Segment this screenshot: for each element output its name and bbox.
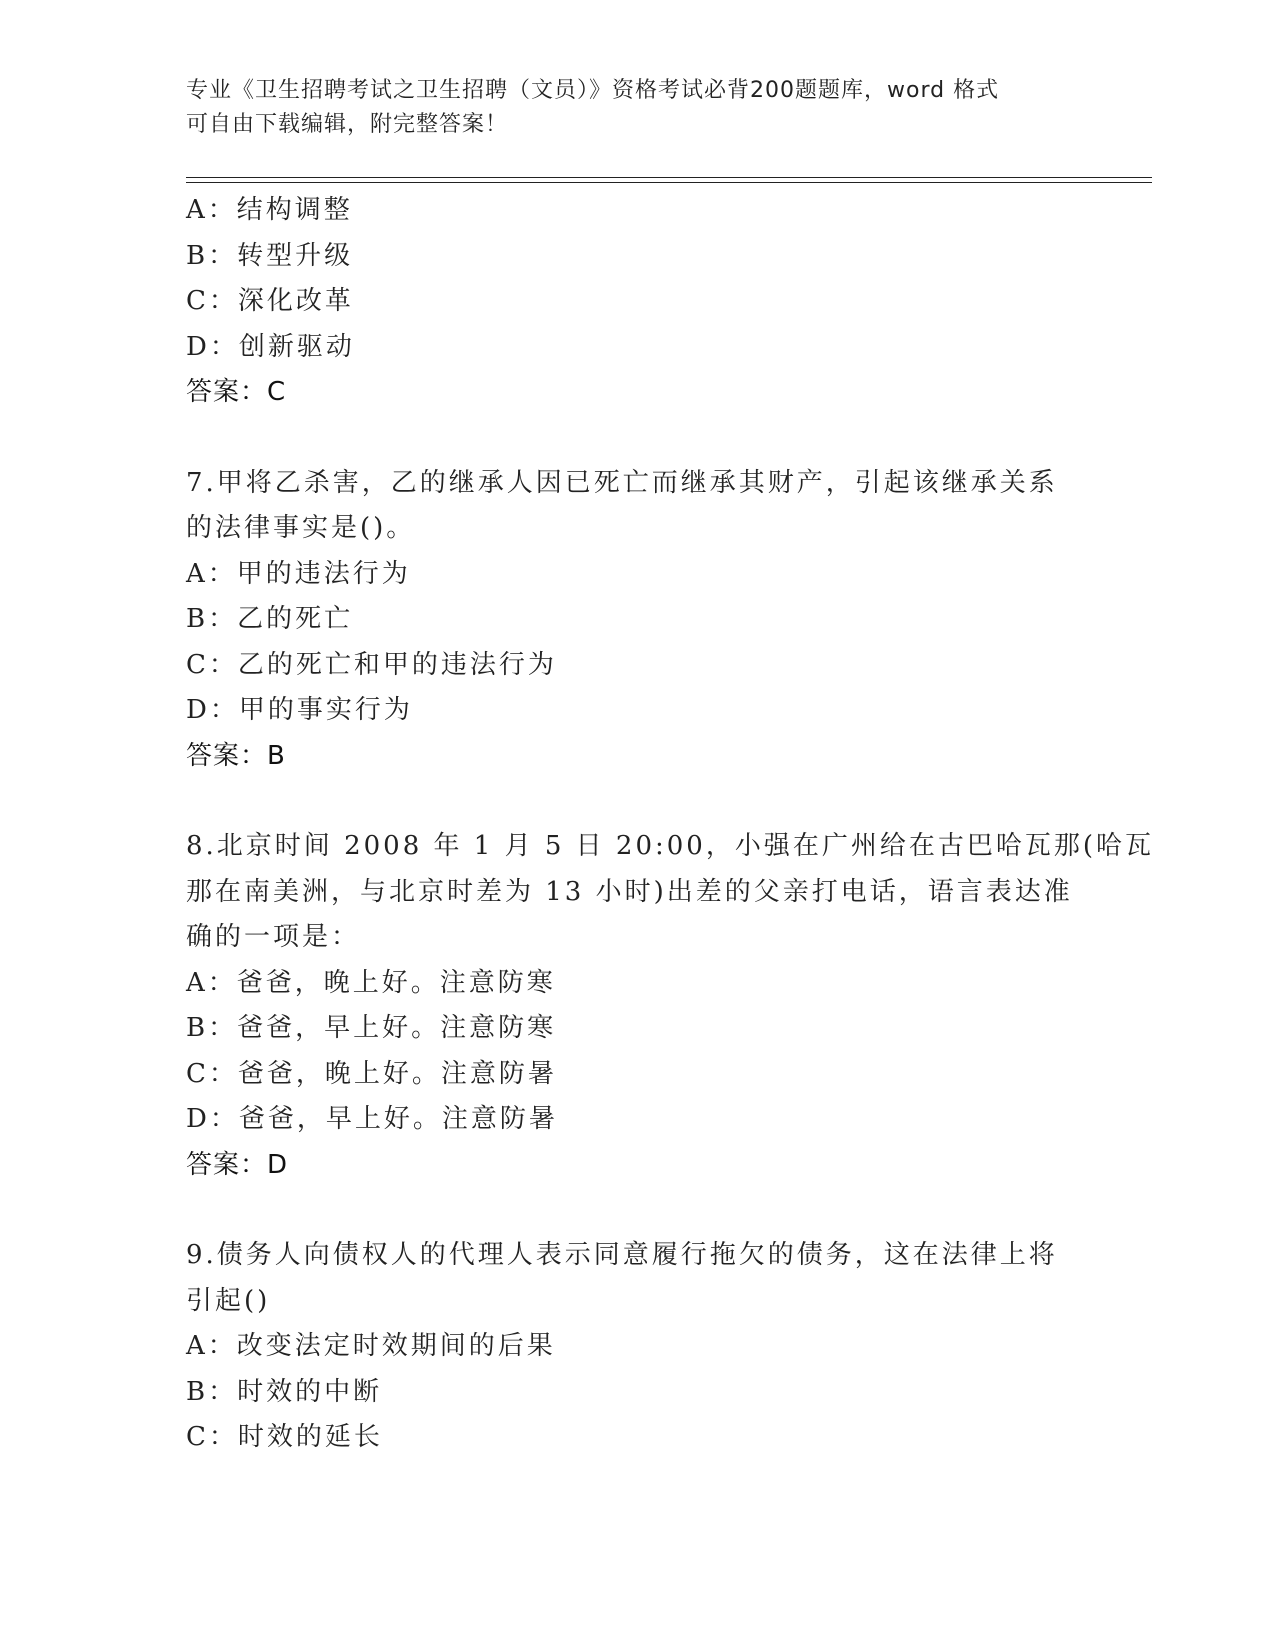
question-list — [186, 188, 1154, 1461]
answer-option: B：转型升级 — [186, 240, 354, 271]
answer-option: C：乙的死亡和甲的违法行为 — [186, 649, 557, 680]
header-divider-bottom — [186, 182, 1152, 183]
answer-option: D：创新驱动 — [186, 331, 355, 362]
answer-option: D：爸爸，早上好。注意防暑 — [186, 1104, 558, 1134]
answer-key: 答案：B — [186, 740, 286, 771]
question-block — [186, 461, 1086, 780]
header-divider-top — [186, 177, 1152, 178]
answer-option: A：爸爸，晚上好。注意防寒 — [186, 967, 556, 998]
question-text-line: 7.甲将乙杀害，乙的继承人因已死亡而继承其财产，引起该继承关系 — [186, 467, 1058, 498]
question-block — [186, 188, 1086, 416]
question-text-line: 引起() — [186, 1285, 271, 1316]
question-block — [186, 824, 1154, 1188]
question-text-line: 的法律事实是()。 — [186, 513, 416, 543]
answer-option: A：改变法定时效期间的后果 — [186, 1331, 556, 1361]
header-line-2: 可自由下载编辑，附完整答案！ — [186, 112, 509, 137]
question-text-line: 确的一项是： — [186, 922, 361, 952]
answer-option: B：乙的死亡 — [186, 604, 354, 634]
header-line-1: 专业《卫生招聘考试之卫生招聘（文员）》资格考试必背200题题库，word 格式 — [186, 78, 1000, 103]
answer-key: 答案：C — [186, 377, 287, 407]
question-text-line: 9.债务人向债权人的代理人表示同意履行拖欠的债务，这在法律上将 — [186, 1240, 1058, 1270]
document-header — [186, 74, 1066, 142]
answer-option: C：时效的延长 — [186, 1422, 383, 1452]
answer-option: D：甲的事实行为 — [186, 695, 413, 725]
question-text-line: 8.北京时间 2008 年 1 月 5 日 20:00，小强在广州给在古巴哈瓦那(哈瓦 — [186, 831, 1154, 861]
answer-option: C：爸爸，晚上好。注意防暑 — [186, 1058, 557, 1089]
question-block — [186, 1233, 1086, 1461]
answer-option: B：爸爸，早上好。注意防寒 — [186, 1013, 557, 1043]
question-text-line: 那在南美洲，与北京时差为 13 小时)出差的父亲打电话，语言表达准 — [186, 876, 1073, 907]
answer-option: C：深化改革 — [186, 286, 354, 316]
answer-option: A：甲的违法行为 — [186, 558, 411, 589]
answer-key: 答案：D — [186, 1149, 289, 1180]
answer-option: B：时效的中断 — [186, 1376, 383, 1407]
answer-option: A：结构调整 — [186, 195, 353, 225]
